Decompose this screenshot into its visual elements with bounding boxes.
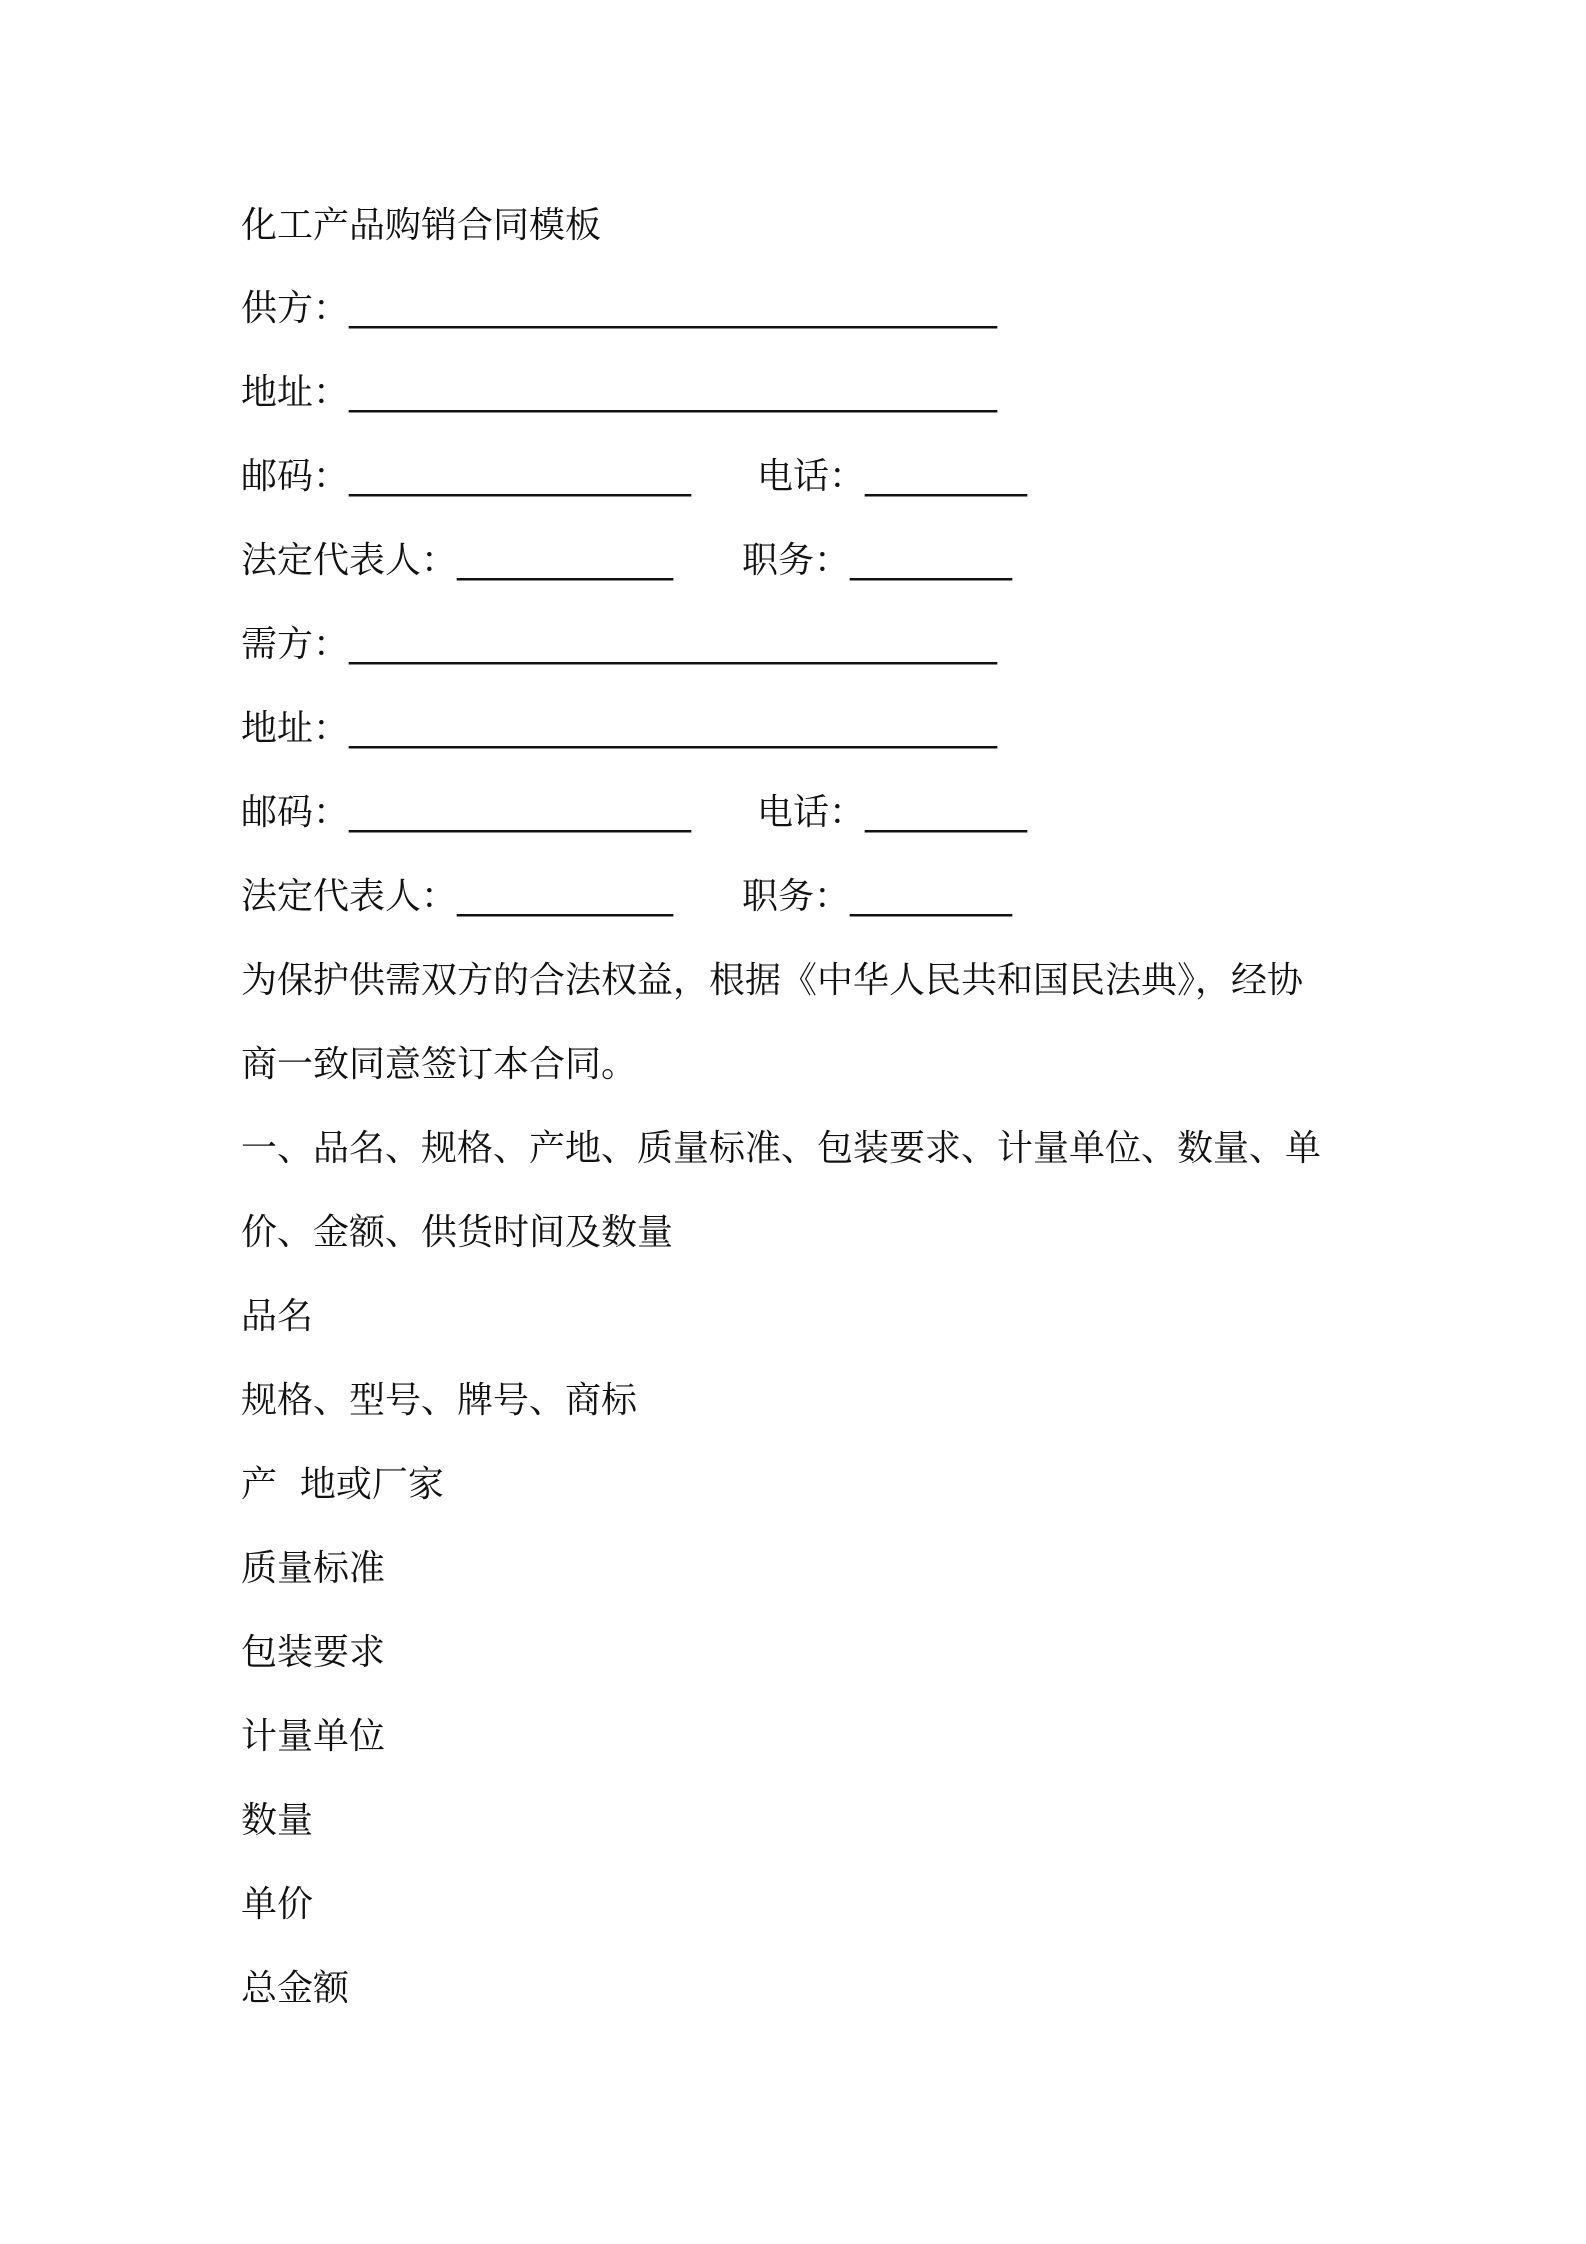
item-label: 包装要求 [241,1632,386,1673]
item-label: 数量 [241,1800,314,1841]
supplier-phone-field: 电话：_________ [757,456,1028,497]
supplier-position-field: 职务：_________ [742,540,1013,581]
intro-paragraph-line: 商一致同意签订本合同。 [241,1044,638,1085]
item-label: 品名 [241,1296,314,1337]
item-label: 计量单位 [241,1716,386,1757]
buyer-zip-field: 邮码：___________________ [241,792,692,833]
item-label: 质量标准 [241,1548,386,1589]
item-label: 规格、型号、牌号、商标 [241,1380,638,1421]
supplier-zip-field: 邮码：___________________ [241,456,692,497]
section-heading-line: 价、金额、供货时间及数量 [241,1212,674,1253]
supplier-rep-field: 法定代表人：____________ [241,540,674,581]
buyer-rep-field: 法定代表人：____________ [241,876,674,917]
item-label: 产 地或厂家 [241,1464,444,1505]
section-heading-line: 一、品名、规格、产地、质量标准、包装要求、计量单位、数量、单 [241,1128,1322,1169]
intro-paragraph-line: 为保护供需双方的合法权益，根据《中华人民共和国民法典》，经协 [241,960,1304,1001]
item-label: 单价 [241,1884,314,1925]
buyer-name-field: 需方：____________________________________ [241,624,998,665]
buyer-position-field: 职务：_________ [742,876,1013,917]
document-title: 化工产品购销合同模板 [241,205,602,246]
supplier-address-field: 地址：____________________________________ [241,372,998,413]
item-label: 总金额 [241,1968,350,2009]
supplier-name-field: 供方：____________________________________ [241,288,998,329]
buyer-address-field: 地址：____________________________________ [241,708,998,749]
buyer-phone-field: 电话：_________ [757,792,1028,833]
